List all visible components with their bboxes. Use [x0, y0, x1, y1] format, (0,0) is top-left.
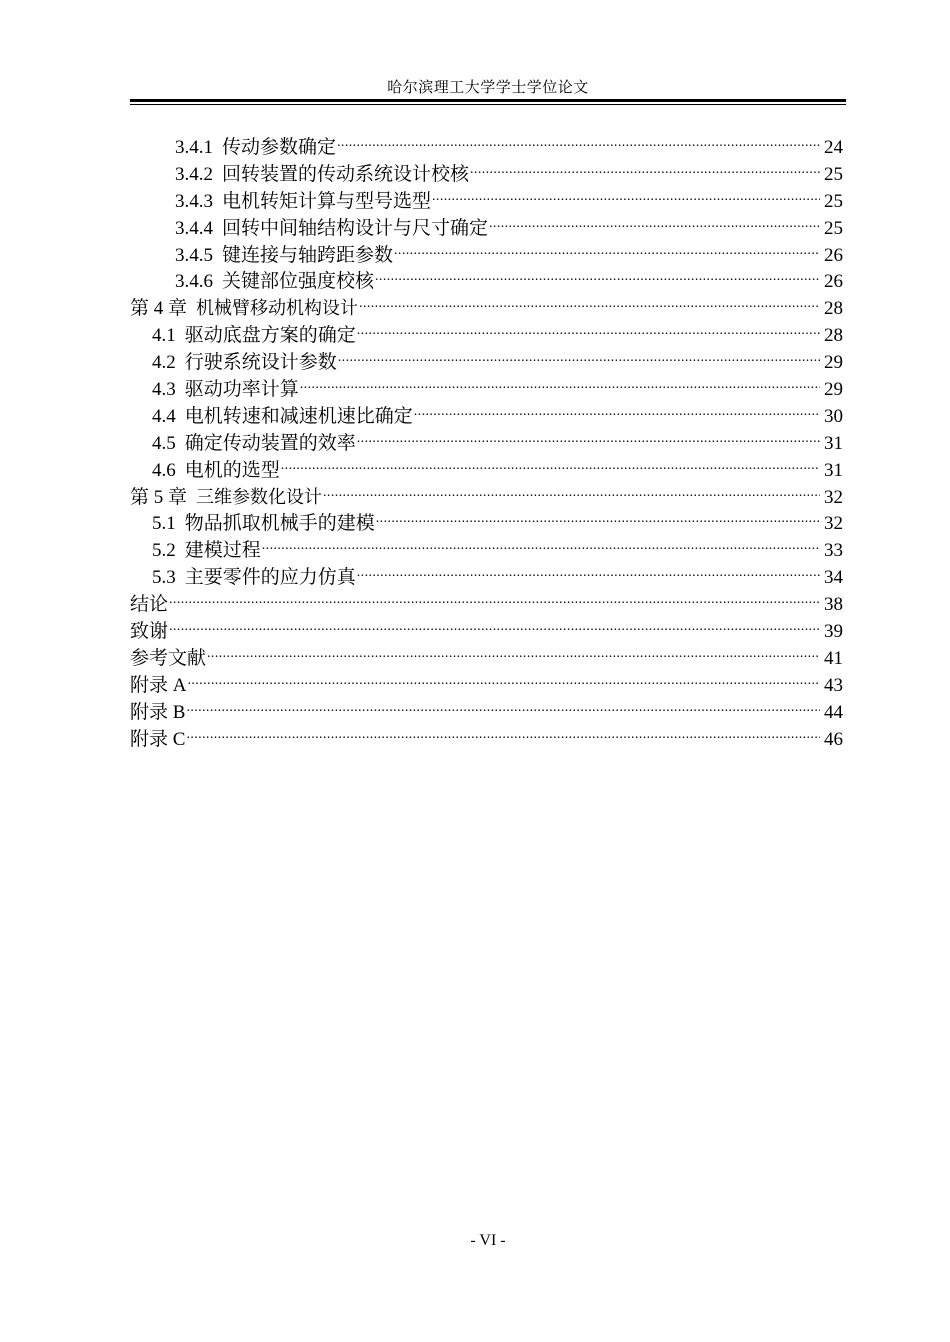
- toc-dot-leader: [262, 537, 820, 556]
- toc-entry-title: 结论: [130, 594, 169, 616]
- running-header: 哈尔滨理工大学学士学位论文: [387, 80, 589, 96]
- toc-dot-leader: [432, 188, 820, 207]
- toc-entry-title: 传动参数确定: [222, 137, 337, 158]
- toc-entry-title: 附录 C: [130, 728, 186, 750]
- toc-entry-title: 致谢: [130, 621, 169, 643]
- table-of-contents: [130, 132, 843, 750]
- toc-entry-page: 25: [824, 190, 843, 212]
- toc-entry[interactable]: [130, 401, 843, 428]
- toc-entry-number: 3.4.2: [175, 163, 213, 185]
- toc-entry-title: 机械臂移动机构设计: [196, 298, 359, 320]
- page-number: - VI -: [470, 1232, 506, 1249]
- toc-dot-leader: [337, 134, 820, 153]
- toc-entry-title: 建模过程: [184, 540, 261, 562]
- toc-entry-title: 主要零件的应力仿真: [184, 567, 356, 589]
- toc-entry-title: 键连接与轴跨距参数: [222, 244, 394, 266]
- toc-entry-title: 三维参数化设计: [196, 486, 323, 508]
- toc-entry-page: 31: [824, 432, 843, 454]
- toc-entry-page: 29: [824, 379, 843, 401]
- toc-entry[interactable]: [130, 535, 843, 562]
- toc-entry[interactable]: [130, 266, 843, 293]
- toc-dot-leader: [359, 295, 820, 314]
- toc-entry-number: 5.3: [152, 567, 176, 589]
- toc-entry[interactable]: [130, 132, 843, 159]
- toc-entry-page: 25: [824, 217, 843, 239]
- toc-entry-title: 参考文献: [130, 647, 207, 669]
- toc-entry-number: 5.2: [152, 540, 176, 562]
- toc-entry-page: 28: [824, 298, 843, 320]
- toc-entry-title: 驱动功率计算: [184, 379, 299, 401]
- toc-entry-page: 26: [824, 271, 843, 293]
- toc-entry-number: 3.4.3: [175, 190, 213, 212]
- toc-dot-leader: [323, 484, 820, 503]
- toc-entry-number: 4.4: [152, 405, 176, 427]
- toc-dot-leader: [414, 403, 820, 422]
- toc-entry-page: 38: [824, 594, 843, 616]
- toc-dot-leader: [169, 618, 820, 637]
- toc-entry[interactable]: [130, 347, 843, 374]
- toc-dot-leader: [186, 699, 820, 718]
- header-rule-thick: [130, 99, 846, 102]
- toc-dot-leader: [281, 457, 820, 476]
- toc-entry-title: 物品抓取机械手的建模: [184, 513, 375, 535]
- header-rule-thin: [130, 104, 846, 105]
- toc-entry-title: 电机的选型: [184, 459, 280, 481]
- toc-dot-leader: [187, 672, 820, 691]
- toc-entry-page: 43: [824, 674, 843, 696]
- toc-entry[interactable]: [130, 240, 843, 267]
- toc-entry[interactable]: [130, 508, 843, 535]
- toc-entry-number: 3.4.5: [175, 244, 213, 266]
- toc-entry[interactable]: [130, 589, 843, 616]
- toc-dot-leader: [207, 645, 820, 664]
- toc-entry-page: 41: [824, 647, 843, 669]
- toc-dot-leader: [357, 564, 820, 583]
- toc-entry-page: 34: [824, 567, 843, 589]
- toc-entry[interactable]: [130, 186, 843, 213]
- toc-dot-leader: [394, 242, 820, 261]
- toc-entry-title: 回转中间轴结构设计与尺寸确定: [222, 217, 489, 239]
- toc-dot-leader: [489, 215, 820, 234]
- toc-entry-title: 关键部位强度校核: [222, 271, 375, 293]
- toc-entry[interactable]: [130, 159, 843, 186]
- toc-entry-title: 行驶系统设计参数: [184, 352, 337, 374]
- toc-dot-leader: [169, 591, 820, 610]
- toc-entry-page: 33: [824, 540, 843, 562]
- toc-dot-leader: [375, 268, 820, 287]
- toc-entry[interactable]: [130, 455, 843, 482]
- toc-entry-number: 3.4.1: [175, 137, 213, 158]
- toc-entry-title: 附录 A: [130, 674, 187, 696]
- toc-entry[interactable]: [130, 482, 843, 509]
- toc-entry-page: 25: [824, 163, 843, 185]
- toc-entry-page: 26: [824, 244, 843, 266]
- toc-entry-page: 32: [824, 513, 843, 535]
- toc-entry[interactable]: [130, 320, 843, 347]
- toc-entry[interactable]: [130, 697, 843, 724]
- toc-dot-leader: [470, 161, 820, 180]
- toc-entry-page: 28: [824, 325, 843, 347]
- toc-entry[interactable]: [130, 670, 843, 697]
- toc-dot-leader: [357, 430, 820, 449]
- toc-entry[interactable]: [130, 428, 843, 455]
- toc-entry[interactable]: [130, 374, 843, 401]
- toc-entry-number: 4.2: [152, 352, 176, 374]
- toc-dot-leader: [300, 376, 820, 395]
- toc-entry-number: 3.4.4: [175, 217, 213, 239]
- toc-entry-page: 24: [824, 137, 843, 158]
- toc-entry-page: 39: [824, 621, 843, 643]
- toc-entry-page: 32: [824, 486, 843, 508]
- toc-entry[interactable]: [130, 616, 843, 643]
- toc-entry-number: 4.3: [152, 379, 176, 401]
- toc-entry-page: 46: [824, 728, 843, 750]
- toc-entry-title: 附录 B: [130, 701, 186, 723]
- toc-entry[interactable]: [130, 643, 843, 670]
- toc-dot-leader: [357, 322, 820, 341]
- toc-entry-number: 5.1: [152, 513, 176, 535]
- toc-entry-title: 驱动底盘方案的确定: [184, 325, 356, 347]
- toc-dot-leader: [186, 726, 820, 745]
- toc-entry[interactable]: [130, 213, 843, 240]
- toc-entry-title: 电机转速和减速机速比确定: [184, 405, 413, 427]
- toc-entry[interactable]: [130, 724, 843, 751]
- toc-entry-page: 30: [824, 405, 843, 427]
- toc-dot-leader: [376, 510, 820, 529]
- toc-entry-page: 44: [824, 701, 843, 723]
- toc-entry[interactable]: [130, 293, 843, 320]
- toc-entry-number: 4.5: [152, 432, 176, 454]
- toc-entry-number: 4.1: [152, 325, 176, 347]
- toc-entry-title: 回转装置的传动系统设计校核: [222, 163, 470, 185]
- toc-entry-number: 3.4.6: [175, 271, 213, 293]
- toc-entry-title: 确定传动装置的效率: [184, 432, 356, 454]
- toc-dot-leader: [338, 349, 820, 368]
- toc-entry-page: 31: [824, 459, 843, 481]
- toc-entry-number: 第 4 章: [130, 298, 188, 320]
- toc-entry-number: 4.6: [152, 459, 176, 481]
- toc-entry[interactable]: [130, 562, 843, 589]
- toc-entry-page: 29: [824, 352, 843, 374]
- toc-entry-title: 电机转矩计算与型号选型: [222, 190, 432, 212]
- toc-entry-number: 第 5 章: [130, 486, 188, 508]
